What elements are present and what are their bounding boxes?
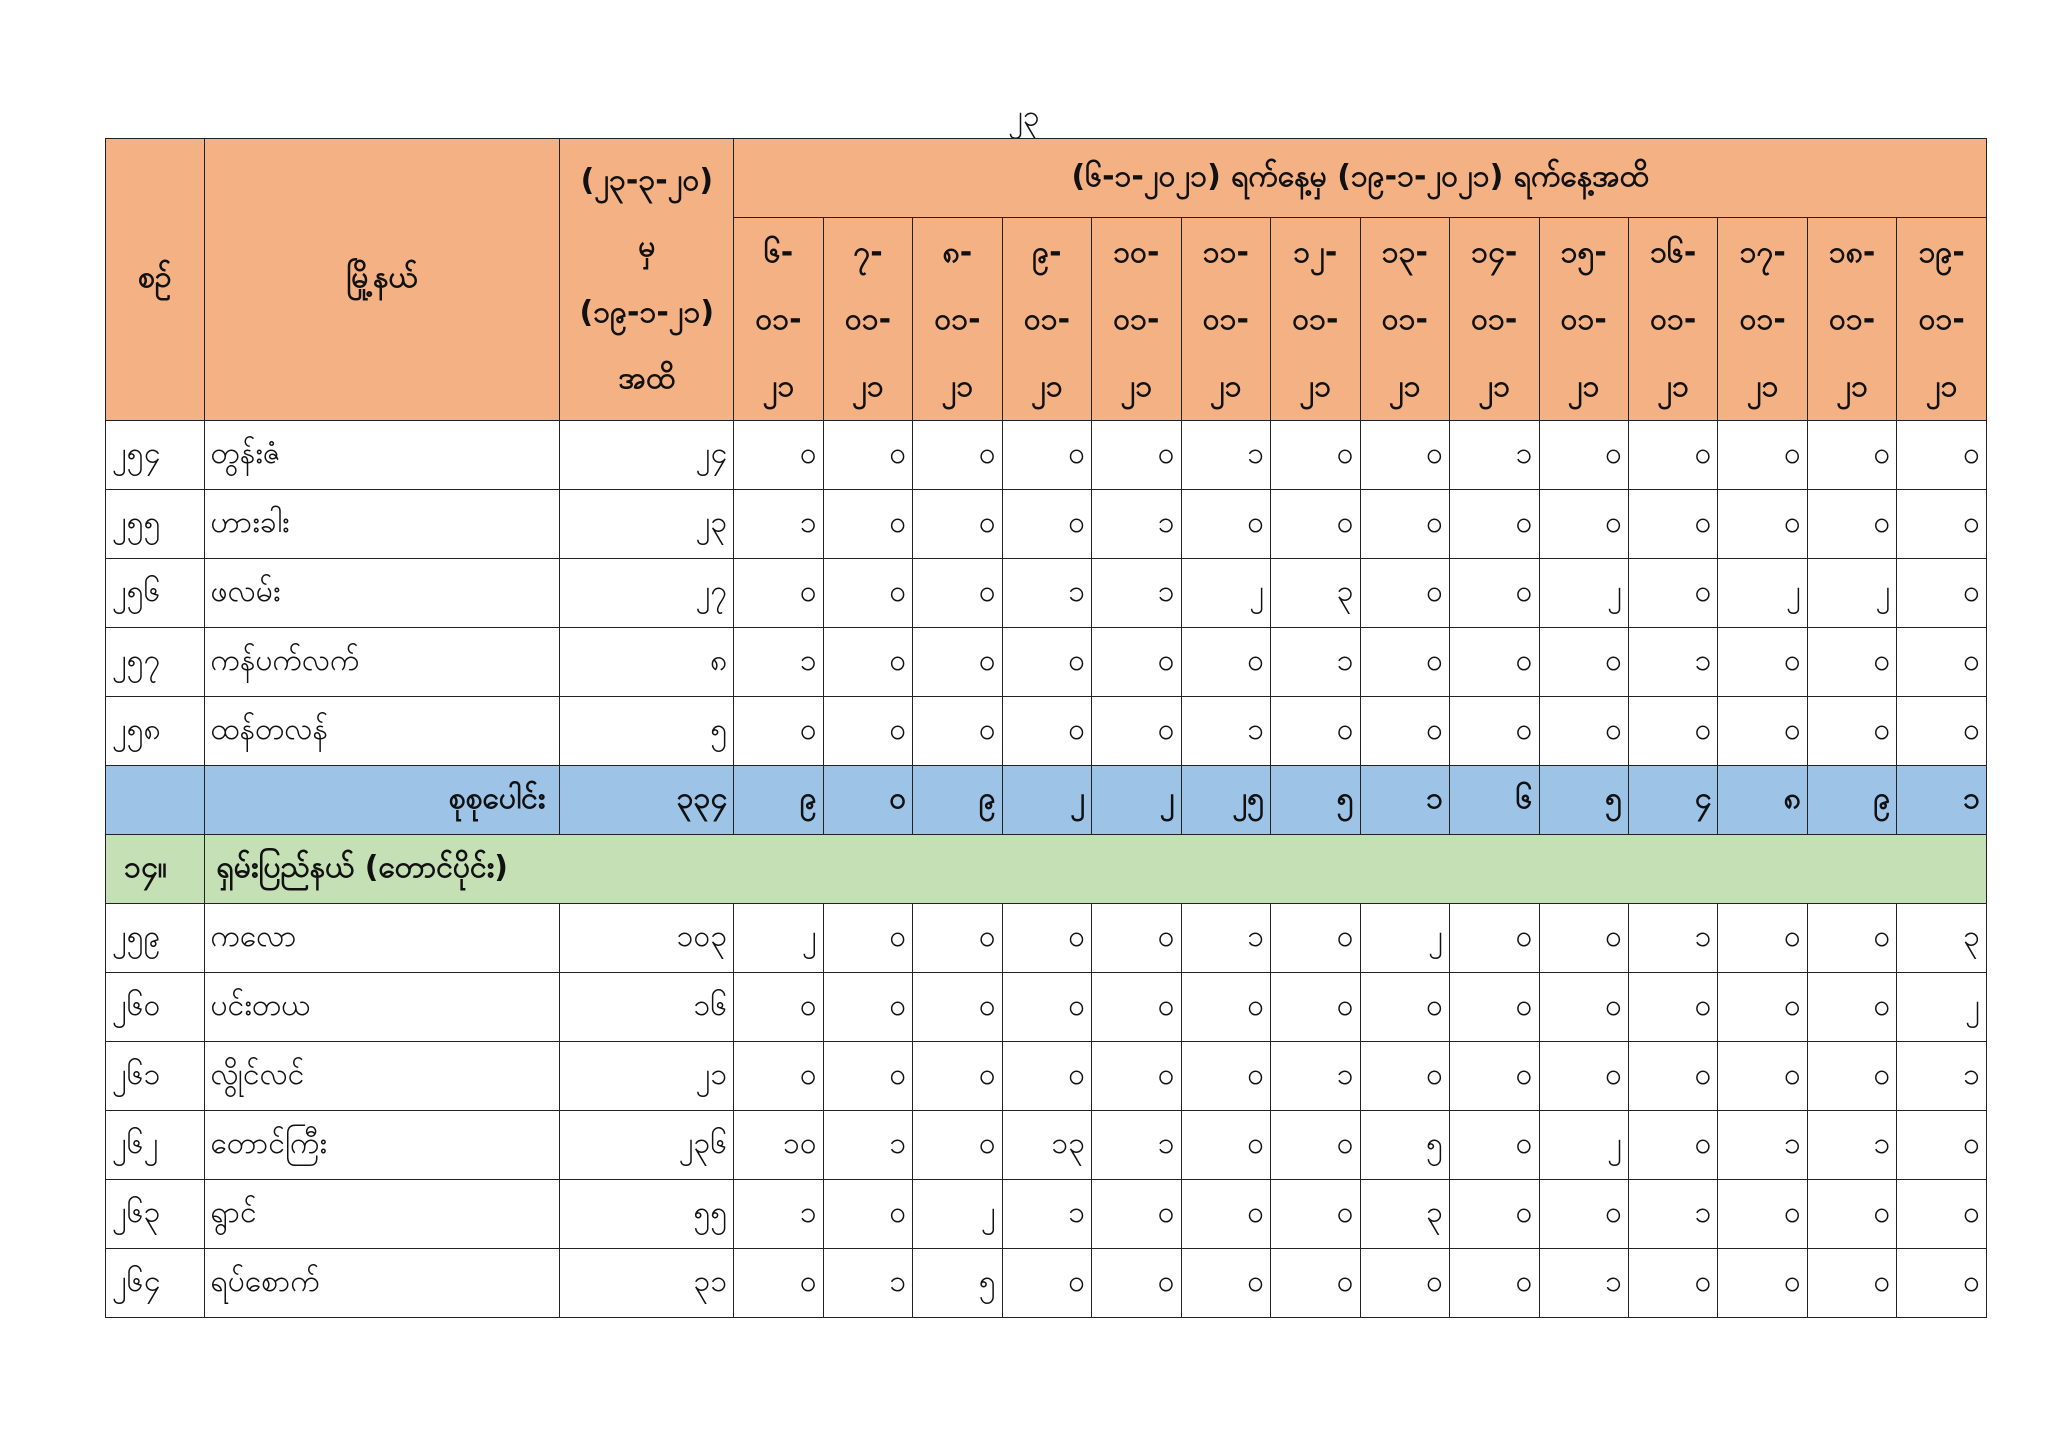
daily-count: ၃ [1271, 559, 1360, 628]
serial-number: ၂၅၆ [106, 559, 205, 628]
serial-number: ၂၆၁ [106, 1042, 205, 1111]
township-name: ဖလမ်း [204, 559, 560, 628]
cumulative-count: ၂၁ [560, 1042, 734, 1111]
daily-count: ၀ [1092, 1249, 1181, 1318]
township-name: ထန်တလန် [204, 697, 560, 766]
daily-count: ၀ [1181, 973, 1270, 1042]
header-date-part: ၁၀- [1113, 234, 1160, 270]
daily-count: ၀ [734, 1249, 823, 1318]
cumulative-count: ၂၃၆ [560, 1111, 734, 1180]
header-date-part: ၀၁- [1292, 301, 1339, 337]
daily-count: ၀ [1897, 628, 1987, 697]
table-row [106, 490, 1987, 559]
header-date-part: ၀၁- [1471, 301, 1518, 337]
cumulative-count: ၂၃ [560, 490, 734, 559]
serial-number: ၂၅၇ [106, 628, 205, 697]
daily-count: ၀ [1092, 1042, 1181, 1111]
daily-count: ၁ [1539, 1249, 1628, 1318]
daily-count: ၀ [1807, 904, 1896, 973]
daily-count: ၀ [1092, 697, 1181, 766]
header-date-part: ၁၃- [1381, 234, 1428, 270]
daily-count: ၀ [1450, 1111, 1539, 1180]
daily-count: ၀ [1092, 904, 1181, 973]
header-date-part: ၁၄- [1471, 234, 1518, 270]
daily-count: ၀ [1181, 1249, 1270, 1318]
header-date-part: ၁၁- [1202, 234, 1249, 270]
daily-count: ၀ [913, 1042, 1002, 1111]
header-date-part: ၂၁ [1031, 368, 1063, 404]
serial-number: ၂၅၅ [106, 490, 205, 559]
township-name: တောင်ကြီး [204, 1111, 560, 1180]
total-daily-count: ၂၅ [1181, 766, 1270, 835]
daily-count: ၀ [1807, 973, 1896, 1042]
daily-count: ၀ [1628, 973, 1717, 1042]
covid-case-table [105, 138, 1987, 1318]
daily-count: ၀ [1628, 697, 1717, 766]
daily-count: ၀ [1807, 1042, 1896, 1111]
total-daily-count: ၉ [1807, 766, 1896, 835]
daily-count: ၀ [913, 421, 1002, 490]
header-date-part: ၁၆- [1650, 234, 1697, 270]
cumulative-count: ၅၅ [560, 1180, 734, 1249]
daily-count: ၀ [1628, 559, 1717, 628]
daily-count: ၂ [1539, 1111, 1628, 1180]
header-date-part: ၂၁ [1210, 368, 1242, 404]
daily-count: ၀ [1450, 904, 1539, 973]
total-cumulative: ၃၃၄ [560, 766, 734, 835]
header-date-part: ၀၁- [1381, 301, 1428, 337]
total-daily-count: ၂ [1002, 766, 1091, 835]
header-date-part: ၂၁ [1746, 368, 1779, 404]
daily-count: ၀ [1718, 973, 1807, 1042]
header-range-line1: (၂၃-၃-၂၀) [580, 162, 714, 198]
daily-count: ၀ [1271, 421, 1360, 490]
total-daily-count: ၉ [913, 766, 1002, 835]
daily-count: ၀ [1271, 697, 1360, 766]
daily-count: ၀ [1718, 1180, 1807, 1249]
total-daily-count: ၅ [1271, 766, 1360, 835]
daily-count: ၁ [1092, 559, 1181, 628]
daily-count: ၀ [1271, 973, 1360, 1042]
daily-count: ၀ [1092, 421, 1181, 490]
daily-count: ၀ [1360, 973, 1449, 1042]
header-date-part: ၂၁ [1567, 368, 1600, 404]
serial-number: ၂၆၂ [106, 1111, 205, 1180]
header-date-part: ၂၁ [1836, 368, 1868, 404]
daily-count: ၀ [1450, 559, 1539, 628]
header-sr: စဉ် [106, 139, 205, 421]
section-number: ၁၄။ [106, 835, 205, 904]
serial-number: ၂၆၄ [106, 1249, 205, 1318]
daily-count: ၂ [1897, 973, 1987, 1042]
daily-count: ၀ [1897, 559, 1987, 628]
daily-count: ၀ [913, 973, 1002, 1042]
table-row [106, 421, 1987, 490]
daily-count: ၀ [1092, 973, 1181, 1042]
daily-count: ၀ [1002, 1249, 1091, 1318]
cumulative-count: ၂၄ [560, 421, 734, 490]
daily-count: ၂ [1539, 559, 1628, 628]
header-date-part: ၁၇- [1739, 234, 1786, 270]
header-date-part: ၂၁ [852, 368, 884, 404]
daily-count: ၀ [1539, 490, 1628, 559]
header-date-1 [734, 218, 823, 421]
table-row [106, 973, 1987, 1042]
header-date-part: ၂၁ [1388, 368, 1421, 404]
daily-count: ၀ [1807, 421, 1896, 490]
header-date-13 [1807, 218, 1896, 421]
header-date-part: ၀၁- [1113, 301, 1160, 337]
daily-count: ၀ [1002, 904, 1091, 973]
daily-count: ၁ [1271, 628, 1360, 697]
total-daily-count: ၁ [1897, 766, 1987, 835]
header-period: (၆-၁-၂၀၂၁) ရက်နေ့မှ (၁၉-၁-၂၀၂၁) ရက်နေ့အထိ [734, 139, 1987, 218]
daily-count: ၁ [1450, 421, 1539, 490]
header-date-11 [1628, 218, 1717, 421]
township-name: ရပ်စောက် [204, 1249, 560, 1318]
serial-number: ၂၆၀ [106, 973, 205, 1042]
header-date-part: ၁၅- [1560, 234, 1607, 270]
total-daily-count: ၄ [1628, 766, 1717, 835]
section-name: ရှမ်းပြည်နယ် (တောင်ပိုင်း) [204, 835, 1986, 904]
daily-count: ၀ [1450, 628, 1539, 697]
daily-count: ၂ [1807, 559, 1896, 628]
total-daily-count: ၀ [823, 766, 912, 835]
daily-count: ၀ [1718, 490, 1807, 559]
daily-count: ၀ [1181, 1180, 1270, 1249]
table-row [106, 559, 1987, 628]
daily-count: ၁ [1897, 1042, 1987, 1111]
daily-count: ၁ [1002, 1180, 1091, 1249]
daily-count: ၀ [1539, 697, 1628, 766]
daily-count: ၀ [1539, 904, 1628, 973]
serial-number: ၂၅၉ [106, 904, 205, 973]
table-row [106, 904, 1987, 973]
daily-count: ၀ [1450, 697, 1539, 766]
total-empty-cell [106, 766, 205, 835]
daily-count: ၀ [1450, 1249, 1539, 1318]
daily-count: ၀ [1181, 1111, 1270, 1180]
daily-count: ၀ [823, 1042, 912, 1111]
cumulative-count: ၅ [560, 697, 734, 766]
daily-count: ၀ [913, 697, 1002, 766]
daily-count: ၀ [1360, 559, 1449, 628]
daily-count: ၅ [913, 1249, 1002, 1318]
daily-count: ၃ [1897, 904, 1987, 973]
daily-count: ၀ [734, 421, 823, 490]
total-row [106, 766, 1987, 835]
serial-number: ၂၆၃ [106, 1180, 205, 1249]
daily-count: ၀ [1718, 421, 1807, 490]
daily-count: ၀ [1718, 628, 1807, 697]
township-name: လွိုင်လင် [204, 1042, 560, 1111]
daily-count: ၁ [1807, 1111, 1896, 1180]
cumulative-count: ၁၀၃ [560, 904, 734, 973]
header-date-part: ၀၁- [1023, 301, 1071, 337]
daily-count: ၀ [823, 628, 912, 697]
daily-count: ၀ [913, 904, 1002, 973]
daily-count: ၀ [1897, 697, 1987, 766]
daily-count: ၀ [1897, 421, 1987, 490]
header-date-3 [913, 218, 1002, 421]
daily-count: ၀ [1628, 1042, 1717, 1111]
daily-count: ၀ [1897, 1111, 1987, 1180]
daily-count: ၀ [1181, 1042, 1270, 1111]
table-row [106, 697, 1987, 766]
header-date-part: ၀၁- [844, 301, 892, 337]
daily-count: ၀ [1002, 628, 1091, 697]
daily-count: ၁ [1628, 628, 1717, 697]
daily-count: ၁၃ [1002, 1111, 1091, 1180]
total-label: စုစုပေါင်း [204, 766, 560, 835]
daily-count: ၀ [1807, 1249, 1896, 1318]
header-date-part: ၀၁- [1650, 301, 1697, 337]
header-date-9 [1450, 218, 1539, 421]
header-date-part: ၇- [853, 234, 883, 270]
township-name: ကန်ပက်လက် [204, 628, 560, 697]
daily-count: ၀ [1360, 1042, 1449, 1111]
daily-count: ၀ [1539, 421, 1628, 490]
table-row [106, 1042, 1987, 1111]
header-date-part: ၀၁- [755, 301, 802, 337]
table-row [106, 1111, 1987, 1180]
daily-count: ၀ [1628, 1111, 1717, 1180]
daily-count: ၀ [1897, 1180, 1987, 1249]
daily-count: ၂ [1718, 559, 1807, 628]
header-date-5 [1092, 218, 1181, 421]
daily-count: ၀ [734, 697, 823, 766]
daily-count: ၀ [1539, 1042, 1628, 1111]
daily-count: ၀ [1271, 1249, 1360, 1318]
daily-count: ၀ [1897, 490, 1987, 559]
daily-count: ၁ [734, 1180, 823, 1249]
header-date-part: ၀၁- [1202, 301, 1249, 337]
header-date-8 [1360, 218, 1449, 421]
township-name: ရွာင် [204, 1180, 560, 1249]
daily-count: ၁ [1628, 904, 1717, 973]
daily-count: ၀ [1360, 1249, 1449, 1318]
daily-count: ၀ [1092, 628, 1181, 697]
page-number: ၂၃ [1008, 99, 1040, 134]
daily-count: ၁ [734, 490, 823, 559]
daily-count: ၀ [823, 904, 912, 973]
daily-count: ၀ [823, 490, 912, 559]
header-date-6 [1181, 218, 1270, 421]
daily-count: ၀ [1807, 697, 1896, 766]
daily-count: ၂ [1360, 904, 1449, 973]
daily-count: ၁ [1628, 1180, 1717, 1249]
total-daily-count: ၂ [1092, 766, 1181, 835]
header-date-2 [823, 218, 912, 421]
header-date-part: ၂၁ [941, 368, 974, 404]
daily-count: ၀ [1450, 490, 1539, 559]
total-daily-count: ၅ [1539, 766, 1628, 835]
header-date-part: ၀၁- [1829, 301, 1876, 337]
daily-count: ၁ [1181, 697, 1270, 766]
daily-count: ၁ [1271, 1042, 1360, 1111]
table-row [106, 1249, 1987, 1318]
township-name: ပင်းတယ [204, 973, 560, 1042]
header-date-part: ၁၉- [1918, 234, 1965, 270]
daily-count: ၀ [1360, 421, 1449, 490]
daily-count: ၀ [1450, 973, 1539, 1042]
daily-count: ၀ [1718, 1042, 1807, 1111]
daily-count: ၀ [913, 628, 1002, 697]
daily-count: ၀ [1897, 1249, 1987, 1318]
header-range-line2: မှ [638, 228, 656, 264]
total-daily-count: ၁ [1360, 766, 1449, 835]
header-date-4 [1002, 218, 1091, 421]
daily-count: ၀ [913, 559, 1002, 628]
daily-count: ၀ [1628, 490, 1717, 559]
daily-count: ၀ [1807, 490, 1896, 559]
daily-count: ၁ [823, 1249, 912, 1318]
daily-count: ၁ [1181, 421, 1270, 490]
header-date-part: ၂၁ [1478, 368, 1511, 404]
total-daily-count: ၆ [1450, 766, 1539, 835]
daily-count: ၂ [1181, 559, 1270, 628]
header-date-part: ၂၁ [762, 368, 795, 404]
daily-count: ၀ [1181, 490, 1270, 559]
cumulative-count: ၁၆ [560, 973, 734, 1042]
daily-count: ၀ [1539, 973, 1628, 1042]
section-row [106, 835, 1987, 904]
daily-count: ၀ [734, 559, 823, 628]
daily-count: ၀ [1271, 1180, 1360, 1249]
header-date-10 [1539, 218, 1628, 421]
header-date-part: ၀၁- [934, 301, 981, 337]
daily-count: ၀ [1002, 697, 1091, 766]
header-date-part: ၁၂- [1293, 234, 1338, 270]
daily-count: ၀ [1271, 490, 1360, 559]
daily-count: ၀ [734, 1042, 823, 1111]
daily-count: ၀ [913, 1111, 1002, 1180]
header-date-part: ၀၁- [1739, 301, 1786, 337]
daily-count: ၀ [823, 421, 912, 490]
header-range-line4: အထိ [618, 360, 676, 396]
daily-count: ၀ [823, 1180, 912, 1249]
cumulative-count: ၈ [560, 628, 734, 697]
total-daily-count: ၉ [734, 766, 823, 835]
daily-count: ၀ [1628, 421, 1717, 490]
daily-count: ၀ [823, 697, 912, 766]
daily-count: ၀ [823, 973, 912, 1042]
header-township: မြို့နယ် [204, 139, 560, 421]
header-date-12 [1718, 218, 1807, 421]
header-date-part: ၀၁- [1918, 301, 1965, 337]
table-row [106, 628, 1987, 697]
header-date-part: ၂၁ [1925, 368, 1958, 404]
daily-count: ၅ [1360, 1111, 1449, 1180]
daily-count: ၀ [1718, 904, 1807, 973]
daily-count: ၁ [1002, 559, 1091, 628]
daily-count: ၀ [1450, 1180, 1539, 1249]
daily-count: ၀ [1628, 1249, 1717, 1318]
daily-count: ၀ [913, 490, 1002, 559]
township-name: ကလော [204, 904, 560, 973]
table-row [106, 1180, 1987, 1249]
daily-count: ၁ [1092, 1111, 1181, 1180]
header-date-part: ၆- [763, 234, 794, 270]
daily-count: ၃ [1360, 1180, 1449, 1249]
township-name: ဟားခါး [204, 490, 560, 559]
daily-count: ၀ [1181, 628, 1270, 697]
daily-count: ၀ [1002, 421, 1091, 490]
daily-count: ၀ [1807, 628, 1896, 697]
daily-count: ၀ [1360, 490, 1449, 559]
daily-count: ၀ [1718, 1249, 1807, 1318]
township-name: တွန်းဇံ [204, 421, 560, 490]
daily-count: ၁ [1092, 490, 1181, 559]
daily-count: ၀ [823, 559, 912, 628]
header-range-line3: (၁၉-၁-၂၁) [579, 294, 715, 330]
daily-count: ၀ [1539, 1180, 1628, 1249]
header-date-part: ၂၁ [1657, 368, 1690, 404]
daily-count: ၀ [1002, 1042, 1091, 1111]
daily-count: ၀ [1360, 697, 1449, 766]
header-date-14 [1897, 218, 1987, 421]
daily-count: ၀ [1807, 1180, 1896, 1249]
header-date-part: ၈- [942, 234, 973, 270]
daily-count: ၁ [1181, 904, 1270, 973]
header-cumulative-range [560, 139, 734, 421]
daily-count: ၀ [1718, 697, 1807, 766]
daily-count: ၀ [1271, 904, 1360, 973]
daily-count: ၀ [1002, 973, 1091, 1042]
total-daily-count: ၈ [1718, 766, 1807, 835]
daily-count: ၁ [1718, 1111, 1807, 1180]
daily-count: ၀ [734, 973, 823, 1042]
header-date-part: ၉- [1032, 234, 1062, 270]
header-date-part: ၁၈- [1828, 234, 1876, 270]
daily-count: ၀ [1360, 628, 1449, 697]
daily-count: ၂ [913, 1180, 1002, 1249]
daily-count: ၀ [1092, 1180, 1181, 1249]
header-date-part: ၂၁ [1299, 368, 1332, 404]
daily-count: ၁ [734, 628, 823, 697]
daily-count: ၀ [1002, 490, 1091, 559]
daily-count: ၀ [1450, 1042, 1539, 1111]
header-date-part: ၂၁ [1120, 368, 1153, 404]
daily-count: ၀ [1271, 1111, 1360, 1180]
cumulative-count: ၃၁ [560, 1249, 734, 1318]
header-date-part: ၀၁- [1560, 301, 1607, 337]
cumulative-count: ၂၇ [560, 559, 734, 628]
header-date-7 [1271, 218, 1360, 421]
daily-count: ၀ [1539, 628, 1628, 697]
daily-count: ၂ [734, 904, 823, 973]
daily-count: ၁၀ [734, 1111, 823, 1180]
serial-number: ၂၅၈ [106, 697, 205, 766]
daily-count: ၁ [823, 1111, 912, 1180]
serial-number: ၂၅၄ [106, 421, 205, 490]
